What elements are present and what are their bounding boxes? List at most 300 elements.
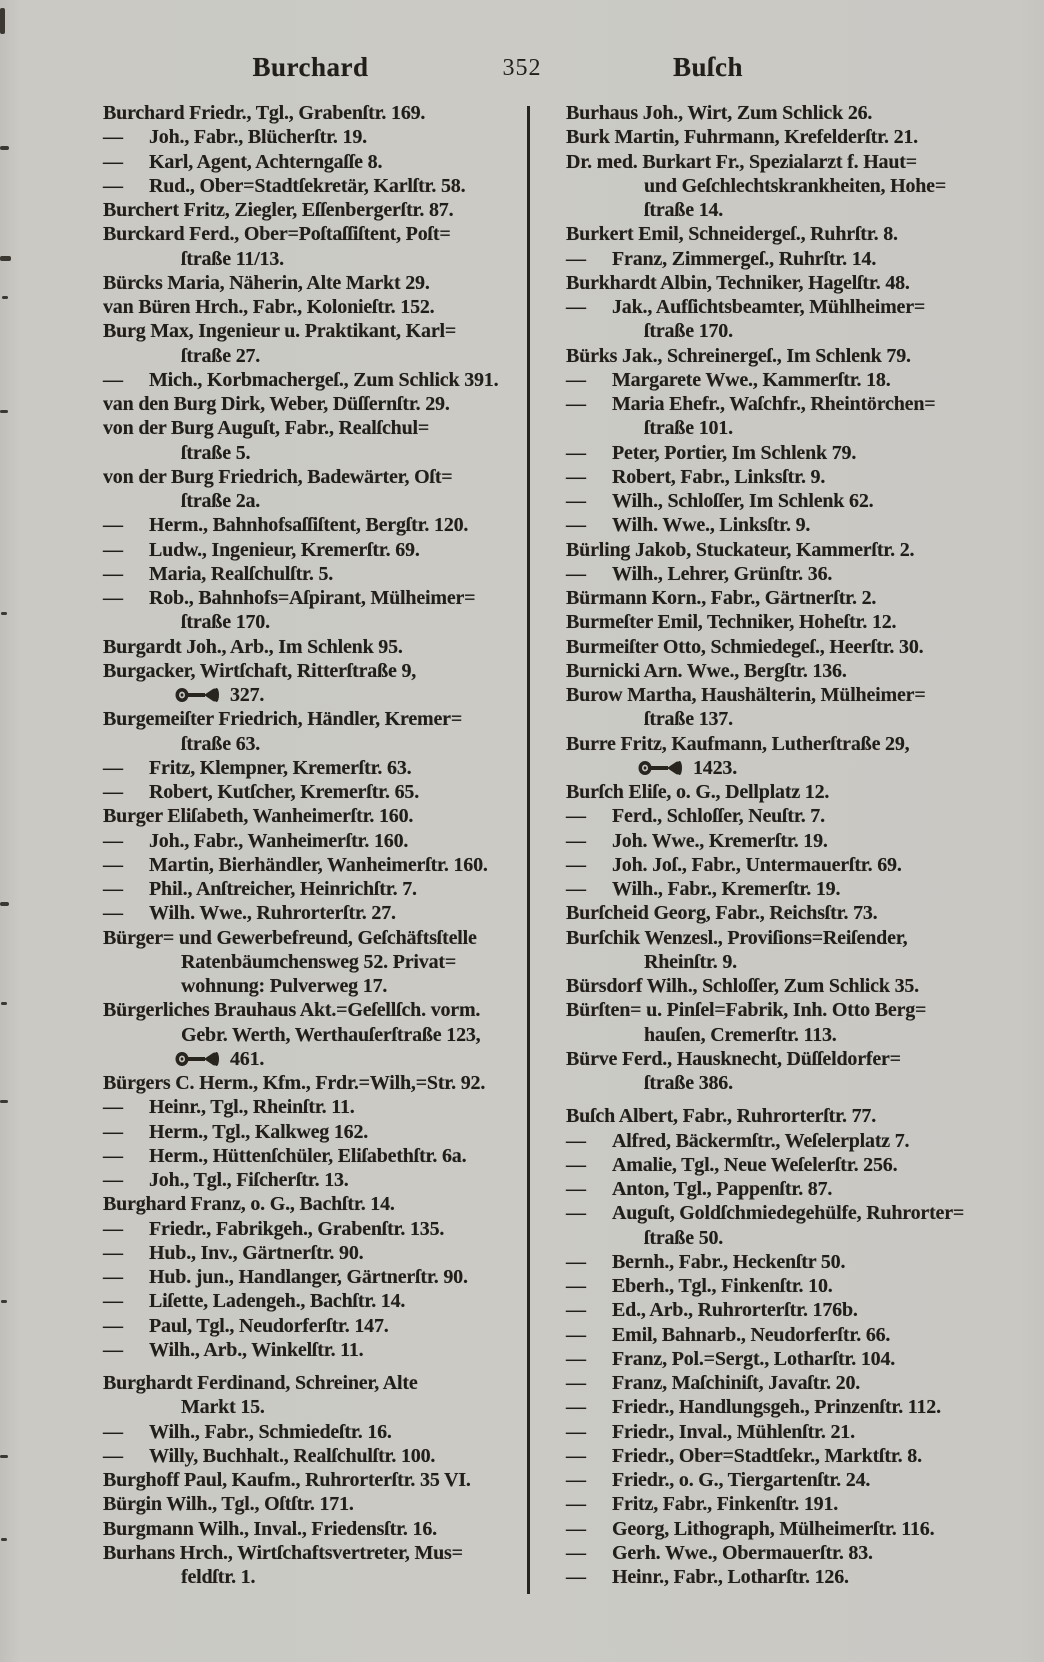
entry-line: — Margarete Wwe., Kammerſtr. 18.: [566, 368, 891, 391]
directory-entry: [566, 659, 996, 683]
scan-artifact: [2, 296, 8, 299]
directory-entry: [103, 1192, 527, 1216]
directory-entry: [103, 1444, 527, 1468]
entry-line: — Heinr., Tgl., Rheinſtr. 11.: [103, 1096, 355, 1119]
directory-entry: [103, 1492, 527, 1516]
ditto-dash: —: [566, 878, 586, 900]
entry-line: Bürcks Maria, Näherin, Alte Markt 29.: [103, 271, 430, 294]
directory-entry: [103, 1120, 527, 1144]
entry-line: — Wilh., Fabr., Kremerſtr. 19.: [566, 878, 841, 900]
entry-line: Burg Max, Ingenieur u. Praktikant, Karl=: [103, 320, 457, 343]
entry-line: — Friedr., o. G., Tiergartenſtr. 24.: [566, 1469, 871, 1491]
entry-line: ſtraße 63.: [181, 732, 261, 755]
entry-line: — Wilh., Arb., Winkelſtr. 11.: [103, 1338, 364, 1361]
entry-line: ſtraße 170.: [644, 320, 733, 343]
directory-entry: [103, 1265, 527, 1289]
phone-number: 327.: [230, 684, 265, 706]
ditto-dash: —: [103, 562, 123, 585]
directory-entry: [566, 1347, 996, 1371]
directory-entry: [566, 610, 996, 634]
ditto-dash: —: [103, 1217, 123, 1240]
entry-line: — Peter, Portier, Im Schlenk 79.: [566, 441, 857, 464]
entry-line: — Hub. jun., Handlanger, Gärtnerſtr. 90.: [103, 1266, 468, 1288]
scan-artifact: [1, 1300, 7, 1303]
ditto-dash: —: [103, 1290, 123, 1313]
ditto-dash: —: [103, 853, 123, 876]
entry-line: Bürmann Korn., Fabr., Gärtnerſtr. 2.: [566, 587, 877, 609]
entry-line: — Auguſt, Goldſchmiedegehülfe, Ruhrorter=: [566, 1202, 965, 1225]
entry-line: ſtraße 386.: [644, 1072, 733, 1094]
ditto-dash: —: [566, 296, 586, 318]
directory-entry: [566, 562, 996, 586]
entry-line: ſtraße 2a.: [181, 490, 261, 512]
entry-line: Burnicki Arn. Wwe., Bergſtr. 136.: [566, 659, 847, 682]
directory-entry: [103, 926, 527, 999]
ditto-dash: —: [103, 1144, 123, 1167]
ditto-dash: —: [103, 368, 123, 391]
directory-entry: [103, 1338, 527, 1362]
entry-line: — Jak., Aufſichtsbeamter, Mühlheimer=: [566, 296, 926, 318]
entry-line: — Willy, Buchhalt., Realſchulſtr. 100.: [103, 1444, 436, 1467]
directory-entry: [103, 295, 527, 319]
ditto-dash: —: [566, 562, 586, 585]
entry-line: — Joh., Fabr., Wanheimerſtr. 160.: [103, 829, 409, 852]
entry-line: — Rob., Bahnhofs=Aſpirant, Mülheimer=: [103, 587, 476, 609]
directory-entry: [566, 465, 996, 489]
directory-entry: [566, 295, 996, 344]
header-keyword-right: Buſch: [672, 52, 744, 82]
directory-entry: [566, 853, 996, 877]
scan-artifact: [1, 1538, 7, 1541]
entry-line: — Franz, Zimmergeſ., Ruhrſtr. 14.: [566, 247, 877, 270]
entry-line: — Eberh., Tgl., Finkenſtr. 10.: [566, 1275, 833, 1297]
entry-line: Bürgerliches Brauhaus Akt.=Geſellſch. vorm.: [103, 999, 481, 1022]
ditto-dash: —: [103, 126, 123, 149]
directory-entry: [103, 635, 527, 659]
entry-line: — Herm., Bahnhofsaſſiſtent, Bergſtr. 120.: [103, 514, 469, 537]
telephone-icon: [175, 687, 221, 703]
directory-entry: [103, 1144, 527, 1168]
entry-line: Burſchik Wenzesl., Proviſions=Reiſender,: [566, 926, 908, 949]
ditto-dash: —: [566, 1469, 586, 1491]
directory-entry: [566, 125, 996, 149]
directory-entry: [566, 683, 996, 732]
column-divider-rule: [527, 106, 530, 1594]
entry-line: Burre Fritz, Kaufmann, Lutherſtraße 29,: [566, 732, 910, 755]
ditto-dash: —: [103, 1338, 123, 1361]
entry-line: Markt 15.: [181, 1396, 265, 1419]
directory-entry: [103, 586, 527, 635]
entry-line: Bürling Jakob, Stuckateur, Kammerſtr. 2.: [566, 538, 915, 561]
directory-entry: [566, 1395, 996, 1419]
entry-line: — Wilh. Wwe., Ruhrorterſtr. 27.: [103, 902, 396, 925]
directory-entry: [566, 1177, 996, 1201]
entry-line: — Maria, Realſchulſtr. 5.: [103, 562, 334, 585]
entry-line: ſtraße 14.: [644, 199, 724, 221]
directory-entry: [103, 780, 527, 804]
directory-entry: [103, 1217, 527, 1241]
directory-entry: [566, 222, 996, 246]
entry-line: Burgmann Wilh., Inval., Friedensſtr. 16.: [103, 1517, 437, 1540]
ditto-dash: —: [566, 1275, 586, 1297]
directory-entry: [103, 853, 527, 877]
entry-line: Burgemeiſter Friedrich, Händler, Kremer=: [103, 708, 463, 731]
entry-line: Burow Martha, Haushälterin, Mülheimer=: [566, 684, 926, 706]
directory-entry: [103, 804, 527, 828]
telephone-icon: [638, 760, 684, 776]
directory-entry: [103, 538, 527, 562]
entry-line: Burchert Fritz, Ziegler, Eſſenbergerſtr. 87.: [103, 199, 454, 221]
entry-line: — Friedr., Handlungsgeh., Prinzenſtr. 112.: [566, 1396, 941, 1419]
ditto-dash: —: [103, 1120, 123, 1143]
entry-line: Bürgin Wilh., Tgl., Oſtſtr. 171.: [103, 1493, 354, 1516]
entry-line: van Büren Hrch., Fabr., Kolonieſtr. 152.: [103, 296, 435, 318]
directory-entry: [566, 392, 996, 441]
directory-entry: [103, 1095, 527, 1119]
directory-entry: [103, 1517, 527, 1541]
scan-artifact: [0, 902, 9, 906]
ditto-dash: —: [566, 368, 586, 391]
directory-entry: [566, 1298, 996, 1322]
entry-line: — Phil., Anſtreicher, Heinrichſtr. 7.: [103, 878, 417, 900]
directory-entry: [103, 901, 527, 925]
entry-line: — Joh. Wwe., Kremerſtr. 19.: [566, 829, 828, 852]
entry-line: Burger Eliſabeth, Wanheimerſtr. 160.: [103, 805, 414, 828]
entry-line: — Alfred, Bäckermſtr., Weſelerplatz 7.: [566, 1129, 910, 1152]
ditto-dash: —: [566, 853, 586, 876]
entry-line: — Martin, Bierhändler, Wanheimerſtr. 160.: [103, 853, 488, 876]
entry-line: — Joh., Tgl., Fiſcherſtr. 13.: [103, 1169, 349, 1191]
entry-line: Gebr. Werth, Werthauſerſtraße 123,: [181, 1023, 481, 1046]
column-left: [103, 101, 527, 1589]
telephone-icon: [175, 1051, 221, 1067]
entry-line: ſtraße 101.: [644, 417, 733, 440]
ditto-dash: —: [566, 1372, 586, 1394]
ditto-dash: —: [103, 1096, 123, 1119]
directory-entry: [566, 1129, 996, 1153]
entry-line: Burmeiſter Otto, Schmiedegeſ., Heerſtr. 30.: [566, 635, 924, 658]
entry-line: Burſch Eliſe, o. G., Dellplatz 12.: [566, 781, 830, 803]
entry-line: Burhaus Joh., Wirt, Zum Schlick 26.: [566, 102, 873, 124]
phone-line: [103, 683, 527, 707]
directory-entry: [103, 1420, 527, 1444]
directory-entry: [103, 198, 527, 222]
scan-artifact: [1, 612, 7, 615]
entry-line: Buſch Albert, Fabr., Ruhrorterſtr. 77.: [566, 1105, 876, 1128]
entry-line: — Fritz, Klempner, Kremerſtr. 63.: [103, 756, 412, 779]
directory-entry: [566, 829, 996, 853]
directory-entry: [103, 368, 527, 392]
entry-line: — Ferd., Schloſſer, Neuſtr. 7.: [566, 805, 825, 828]
entry-line: Bürger= und Gewerbefreund, Geſchäftsſtelle: [103, 926, 477, 949]
ditto-dash: —: [103, 1444, 123, 1467]
directory-entry: [103, 271, 527, 295]
entry-line: Bürsdorf Wilh., Schloſſer, Zum Schlick 35.: [566, 975, 919, 997]
directory-entry: [566, 1250, 996, 1274]
directory-entry: [566, 804, 996, 828]
directory-entry: [566, 489, 996, 513]
entry-line: — Emil, Bahnarb., Neudorferſtr. 66.: [566, 1323, 891, 1346]
entry-line: — Wilh., Lehrer, Grünſtr. 36.: [566, 562, 833, 585]
directory-entry: [103, 1371, 527, 1420]
ditto-dash: —: [566, 805, 586, 828]
directory-entry: [566, 901, 996, 925]
directory-entry: [566, 1565, 996, 1589]
entry-line: — Franz, Maſchiniſt, Javaſtr. 20.: [566, 1372, 861, 1394]
ditto-dash: —: [566, 441, 586, 464]
ditto-dash: —: [566, 1129, 586, 1152]
entry-line: — Ed., Arb., Ruhrorterſtr. 176b.: [566, 1299, 858, 1322]
entry-line: ſtraße 11/13.: [181, 247, 284, 270]
entry-line: — Wilh., Schloſſer, Im Schlenk 62.: [566, 490, 874, 512]
directory-entry: [566, 1420, 996, 1444]
directory-entry: [566, 1444, 996, 1468]
phone-number: 461.: [230, 1047, 265, 1070]
ditto-dash: —: [103, 150, 123, 173]
entry-line: — Maria Ehefr., Waſchfr., Rheintörchen=: [566, 393, 936, 415]
entry-line: hauſen, Cremerſtr. 113.: [644, 1023, 837, 1046]
entry-line: Burk Martin, Fuhrmann, Krefelderſtr. 21.: [566, 126, 918, 149]
header-keyword-left: Burchard: [252, 52, 369, 82]
directory-entry: [566, 150, 996, 223]
directory-entry: [566, 271, 996, 295]
directory-entry: [103, 1071, 527, 1095]
entry-line: Burghoff Paul, Kaufm., Ruhrorterſtr. 35 VI.: [103, 1469, 471, 1491]
directory-entry: [566, 780, 996, 804]
entry-line: Bürve Ferd., Hausknecht, Düſſeldorfer=: [566, 1047, 901, 1070]
directory-entry: [103, 150, 527, 174]
entry-line: — Joh. Joſ., Fabr., Untermauerſtr. 69.: [566, 853, 902, 876]
directory-entry: [103, 659, 527, 708]
directory-entry: [566, 513, 996, 537]
entry-line: Burmeſter Emil, Techniker, Hoheſtr. 12.: [566, 611, 897, 634]
scan-artifact: [0, 410, 8, 413]
entry-line: — Bernh., Fabr., Heckenſtr 50.: [566, 1250, 846, 1273]
entry-line: — Friedr., Ober=Stadtſekr., Marktſtr. 8.: [566, 1444, 922, 1467]
directory-entry: [103, 707, 527, 756]
ditto-dash: —: [103, 1169, 123, 1191]
directory-entry: [566, 1371, 996, 1395]
ditto-dash: —: [566, 829, 586, 852]
directory-entry: [566, 635, 996, 659]
scan-artifact: [1, 1002, 7, 1005]
directory-entry: [103, 1241, 527, 1265]
entry-line: — Joh., Fabr., Blücherſtr. 19.: [103, 126, 367, 149]
ditto-dash: —: [566, 1566, 586, 1588]
directory-entry: [103, 1541, 527, 1590]
directory-entry: [566, 1517, 996, 1541]
directory-entry: [566, 1201, 996, 1250]
ditto-dash: —: [103, 174, 123, 197]
entry-line: Ratenbäumchensweg 52. Privat=: [181, 950, 457, 973]
ditto-dash: —: [103, 781, 123, 803]
entry-line: — Franz, Pol.=Sergt., Lotharſtr. 104.: [566, 1347, 896, 1370]
ditto-dash: —: [566, 1396, 586, 1419]
ditto-dash: —: [566, 1250, 586, 1273]
directory-entry: [566, 926, 996, 975]
scan-artifact: [0, 146, 9, 150]
directory-entry: [103, 829, 527, 853]
entry-line: Burgacker, Wirtſchaft, Ritterſtraße 9,: [103, 659, 417, 682]
ditto-dash: —: [103, 756, 123, 779]
entry-line: — Georg, Lithograph, Mülheimerſtr. 116.: [566, 1517, 935, 1540]
directory-entry: [566, 441, 996, 465]
directory-entry: [566, 1153, 996, 1177]
entry-line: Burghard Franz, o. G., Bachſtr. 14.: [103, 1193, 395, 1216]
entry-line: Bürgers C. Herm., Kfm., Frdr.=Wilh,=Str. 92.: [103, 1072, 486, 1094]
entry-line: wohnung: Pulverweg 17.: [181, 975, 388, 997]
directory-entry: [566, 974, 996, 998]
entry-line: — Fritz, Fabr., Finkenſtr. 191.: [566, 1493, 839, 1516]
entry-line: Bürks Jak., Schreinergeſ., Im Schlenk 79.: [566, 344, 911, 367]
entry-line: Burkert Emil, Schneidergeſ., Ruhrſtr. 8.: [566, 223, 898, 246]
entry-line: — Mich., Korbmachergeſ., Zum Schlick 391.: [103, 368, 499, 391]
entry-line: van den Burg Dirk, Weber, Düſſernſtr. 29.: [103, 393, 450, 415]
ditto-dash: —: [103, 1266, 123, 1288]
entry-line: Burchard Friedr., Tgl., Grabenſtr. 169.: [103, 102, 426, 124]
entry-line: — Heinr., Fabr., Lotharſtr. 126.: [566, 1566, 849, 1588]
page-number: 352: [502, 55, 542, 81]
ditto-dash: —: [103, 829, 123, 852]
directory-entry: [103, 392, 527, 416]
ditto-dash: —: [566, 1420, 586, 1443]
directory-entry: [566, 1468, 996, 1492]
ditto-dash: —: [566, 247, 586, 270]
phone-line: [103, 1047, 527, 1071]
entry-line: — Anton, Tgl., Pappenſtr. 87.: [566, 1178, 833, 1200]
entry-line: — Gerh. Wwe., Obermauerſtr. 83.: [566, 1541, 873, 1564]
directory-entry: [566, 1104, 996, 1128]
ditto-dash: —: [566, 514, 586, 537]
directory-entry: [566, 538, 996, 562]
ditto-dash: —: [566, 1153, 586, 1176]
directory-entry: [103, 1289, 527, 1313]
phone-line: [566, 756, 996, 780]
entry-line: — Amalie, Tgl., Neue Weſelerſtr. 256.: [566, 1153, 898, 1176]
ditto-dash: —: [103, 1241, 123, 1264]
entry-line: — Wilh. Wwe., Linksſtr. 9.: [566, 514, 811, 537]
entry-line: — Karl, Agent, Achterngaſſe 8.: [103, 150, 383, 173]
ditto-dash: —: [566, 1444, 586, 1467]
scan-artifact: [0, 1455, 8, 1458]
directory-entry: [566, 344, 996, 368]
entry-line: Burhans Hrch., Wirtſchaftsvertreter, Mus=: [103, 1541, 463, 1564]
entry-line: — Ludw., Ingenieur, Kremerſtr. 69.: [103, 538, 420, 561]
entry-line: von der Burg Friedrich, Badewärter, Oſt=: [103, 465, 453, 488]
directory-entry: [103, 416, 527, 465]
directory-entry: [566, 101, 996, 125]
directory-entry: [103, 877, 527, 901]
directory-entry: [103, 513, 527, 537]
directory-entry: [103, 125, 527, 149]
entry-line: Rheinſtr. 9.: [644, 950, 737, 973]
ditto-dash: —: [103, 1420, 123, 1443]
entry-line: Burkhardt Albin, Techniker, Hagelſtr. 48.: [566, 271, 910, 294]
ditto-dash: —: [103, 1314, 123, 1337]
entry-line: — Robert, Kutſcher, Kremerſtr. 65.: [103, 781, 420, 803]
phone-number: 1423.: [693, 756, 738, 779]
entry-line: ſtraße 170.: [181, 611, 270, 634]
directory-entry: [103, 1468, 527, 1492]
directory-entry: [566, 1541, 996, 1565]
ditto-dash: —: [566, 1299, 586, 1322]
directory-entry: [566, 1323, 996, 1347]
ditto-dash: —: [566, 1493, 586, 1516]
column-right: [566, 101, 996, 1589]
entry-line: Burckard Ferd., Ober=Poſtaſſiſtent, Poſt=: [103, 223, 451, 246]
directory-entry: [566, 1492, 996, 1516]
entry-line: Dr. med. Burkart Fr., Spezialarzt f. Haut=: [566, 150, 917, 173]
ditto-dash: —: [566, 465, 586, 488]
ditto-dash: —: [566, 1347, 586, 1370]
directory-entry: [103, 756, 527, 780]
entry-line: feldſtr. 1.: [181, 1566, 256, 1588]
directory-entry: [566, 1047, 996, 1096]
ditto-dash: —: [566, 1178, 586, 1200]
directory-entry: [103, 319, 527, 368]
ditto-dash: —: [566, 490, 586, 512]
entry-line: — Paul, Tgl., Neudorferſtr. 147.: [103, 1314, 389, 1337]
directory-entry: [103, 465, 527, 514]
directory-entry: [566, 368, 996, 392]
directory-entry: [103, 1168, 527, 1192]
entry-line: — Wilh., Fabr., Schmiedeſtr. 16.: [103, 1420, 392, 1443]
entry-line: — Liſette, Ladengeh., Bachſtr. 14.: [103, 1290, 406, 1313]
scan-artifact: [0, 1100, 8, 1103]
entry-line: und Geſchlechtskrankheiten, Hohe=: [644, 174, 947, 197]
entry-line: — Friedr., Fabrikgeh., Grabenſtr. 135.: [103, 1217, 445, 1240]
ditto-dash: —: [566, 393, 586, 415]
entry-line: ſtraße 27.: [181, 344, 261, 367]
ditto-dash: —: [103, 878, 123, 900]
ditto-dash: —: [566, 1202, 586, 1225]
directory-entry: [566, 586, 996, 610]
entry-line: Burſcheid Georg, Fabr., Reichsſtr. 73.: [566, 902, 878, 925]
entry-line: — Herm., Hüttenſchüler, Eliſabethſtr. 6a.: [103, 1144, 467, 1167]
scan-artifact: [0, 8, 5, 34]
directory-entry: [103, 998, 527, 1071]
scan-artifact: [0, 256, 11, 261]
directory-entry: [103, 562, 527, 586]
entry-line: — Herm., Tgl., Kalkweg 162.: [103, 1120, 369, 1143]
directory-entry: [566, 877, 996, 901]
ditto-dash: —: [103, 538, 123, 561]
ditto-dash: —: [566, 1541, 586, 1564]
entry-line: — Robert, Fabr., Linksſtr. 9.: [566, 465, 826, 488]
directory-entry: [103, 1314, 527, 1338]
directory-entry: [103, 174, 527, 198]
entry-line: von der Burg Auguſt, Fabr., Realſchul=: [103, 417, 430, 440]
directory-entry: [566, 998, 996, 1047]
directory-entry: [566, 732, 996, 781]
directory-entry: [566, 247, 996, 271]
entry-line: — Friedr., Inval., Mühlenſtr. 21.: [566, 1420, 855, 1443]
entry-line: Burgardt Joh., Arb., Im Schlenk 95.: [103, 635, 403, 658]
entry-line: Burghardt Ferdinand, Schreiner, Alte: [103, 1372, 418, 1394]
entry-line: — Hub., Inv., Gärtnerſtr. 90.: [103, 1241, 364, 1264]
entry-line: — Rud., Ober=Stadtſekretär, Karlſtr. 58.: [103, 174, 466, 197]
directory-entry: [566, 1274, 996, 1298]
ditto-dash: —: [103, 902, 123, 925]
entry-line: ſtraße 5.: [181, 441, 251, 464]
ditto-dash: —: [566, 1517, 586, 1540]
ditto-dash: —: [103, 587, 123, 609]
entry-line: Bürſten= u. Pinſel=Fabrik, Inh. Otto Berg=: [566, 999, 927, 1022]
directory-entry: [103, 101, 527, 125]
ditto-dash: —: [103, 514, 123, 537]
entry-line: ſtraße 137.: [644, 708, 733, 731]
directory-entry: [103, 222, 527, 271]
